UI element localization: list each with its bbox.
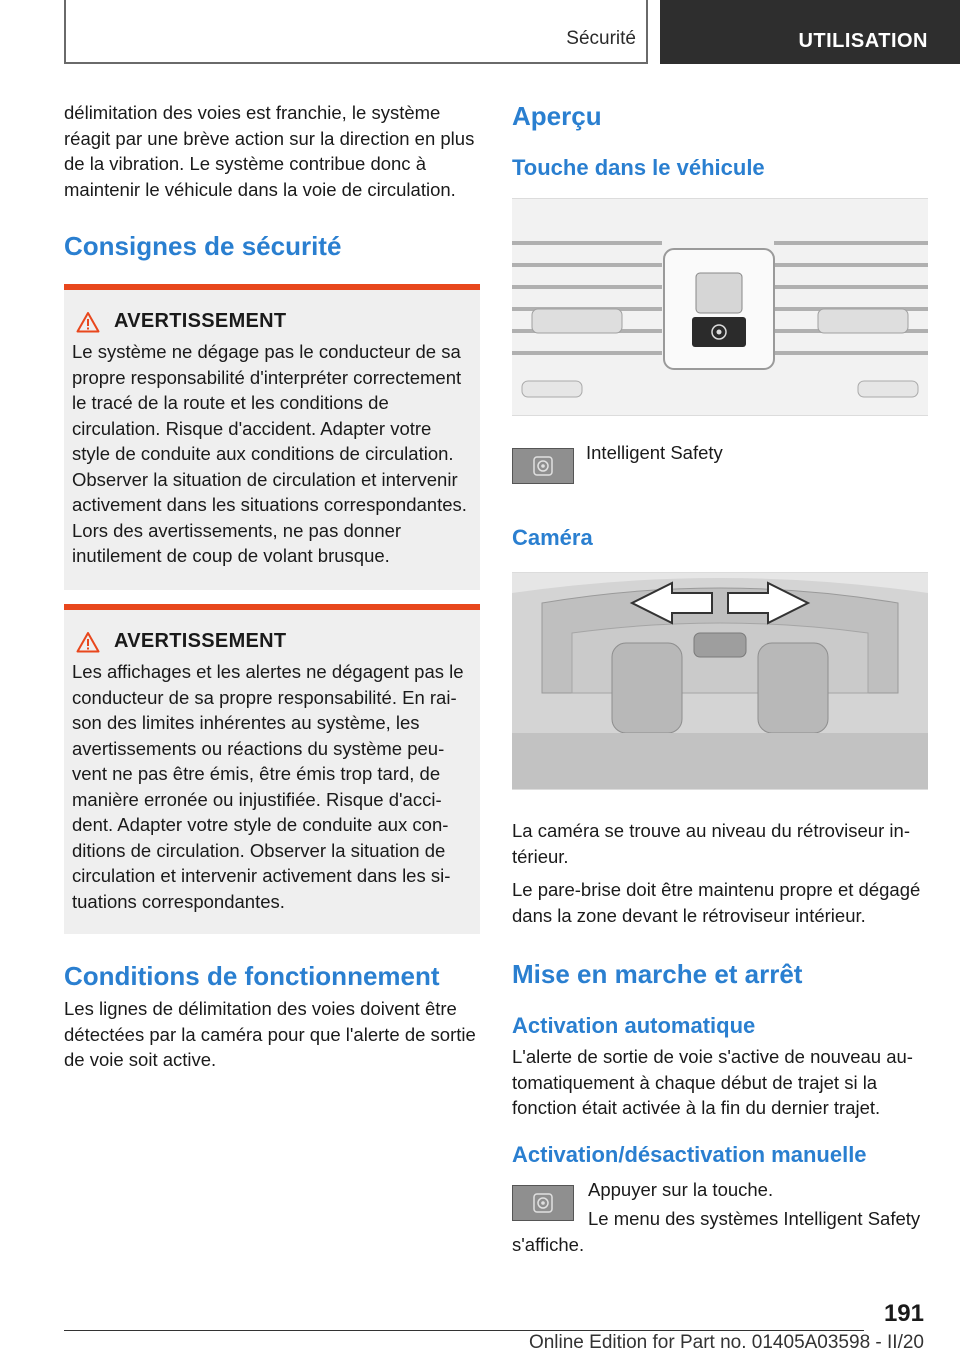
manual-activation-result: Le menu des systèmes Intelligent Safety s'affiche. bbox=[512, 1208, 921, 1255]
left-column bbox=[64, 100, 480, 1073]
warning-title: AVERTISSEMENT bbox=[114, 310, 287, 332]
warning-triangle-icon bbox=[76, 631, 100, 653]
vehicle-button-illustration bbox=[512, 198, 928, 416]
conditions-heading: Conditions de fonctionnement bbox=[64, 961, 440, 991]
footer-edition: Online Edition for Part no. 01405A03598 - II/20 bbox=[528, 1332, 924, 1353]
conditions-paragraph: Les lignes de délimitation des voies doivent être détectées par la caméra pour que l'alerte de sortie de voie soit active. bbox=[64, 998, 476, 1070]
air-vent-panel-icon bbox=[512, 199, 928, 415]
warning-box-2 bbox=[64, 604, 480, 934]
footer-divider bbox=[64, 1330, 864, 1331]
intelligent-safety-icon bbox=[533, 1193, 553, 1213]
car-interior-icon bbox=[512, 573, 928, 789]
auto-activation-paragraph: L'alerte de sortie de voie s'active de nouveau automatiquement à chaque début de trajet si la fonction était activée à la fin du dernier trajet. bbox=[512, 1046, 913, 1118]
intelligent-safety-row bbox=[512, 440, 928, 484]
intelligent-safety-label: Intelligent Safety bbox=[586, 442, 723, 463]
manual-activation-step: Appuyer sur la touche. bbox=[588, 1178, 774, 1200]
intro-paragraph: délimitation des voies est franchie, le système réagit par une brève action sur la direction en plus de la vibration. Le système contribue donc à maintenir le véhicule dans la voie de circulation. bbox=[64, 102, 475, 200]
warning-box-1 bbox=[64, 284, 480, 590]
overview-heading: Aperçu bbox=[512, 101, 602, 131]
warning-triangle-icon bbox=[76, 311, 100, 333]
right-column bbox=[512, 100, 928, 1257]
warning-title: AVERTISSEMENT bbox=[114, 630, 287, 652]
button-heading: Touche dans le véhicule bbox=[512, 155, 765, 180]
page-number: 191 bbox=[883, 1300, 924, 1327]
camera-paragraph-2: Le pare-brise doit être maintenu propre et dégagé dans la zone devant le rétroviseur intérieur. bbox=[512, 879, 921, 926]
safety-heading: Consignes de sécurité bbox=[64, 231, 342, 261]
camera-paragraph-1: La caméra se trouve au niveau du rétroviseur intérieur. bbox=[512, 820, 910, 867]
intelligent-safety-icon bbox=[533, 456, 553, 476]
auto-activation-heading: Activation automatique bbox=[512, 1013, 756, 1038]
onoff-heading: Mise en marche et arrêt bbox=[512, 959, 803, 989]
camera-heading: Caméra bbox=[512, 525, 593, 550]
intelligent-safety-button[interactable] bbox=[512, 1185, 574, 1221]
warning-text: Les affichages et les alertes ne dégagent pas le conducteur de sa propre responsabilité. En raison des limites inhérentes au système, les avertissements ou réactions du système peuvent ne pas être émis, être émis trop tard, de manière erronée ou injustifiée. Risque d'accident. Adapter votre style de conduite aux conditions de circulation. Observer la situation de circulation et intervenir activement dans les situations correspondantes. bbox=[72, 661, 464, 912]
camera-illustration bbox=[512, 572, 928, 790]
intelligent-safety-button[interactable] bbox=[512, 448, 574, 484]
manual-activation-heading: Activation/désactivation manuelle bbox=[512, 1141, 867, 1167]
header-section-title: Sécurité bbox=[566, 28, 636, 49]
manual-activation-block bbox=[512, 1177, 928, 1258]
warning-text: Le système ne dégage pas le conducteur de sa propre responsabilité d'interpréter correctement le tracé de la route et les conditions de circulation. Risque d'accident. Adapter votre style de conduite aux conditions de circulation. Observer la situation de circulation et intervenir activement dans les situations correspondantes. Lors des avertissements, ne pas donner inutilement de coup de volant brusque. bbox=[72, 341, 467, 566]
header-chapter-tab: UTILISATION bbox=[660, 0, 960, 64]
